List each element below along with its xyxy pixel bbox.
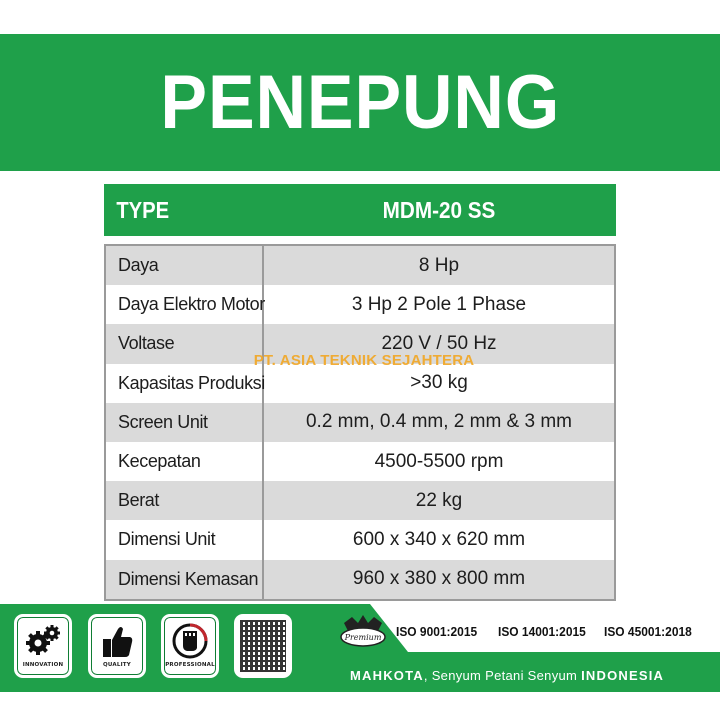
row-label: Dimensi Unit bbox=[106, 520, 264, 559]
professional-badge bbox=[161, 614, 219, 678]
table-row bbox=[106, 442, 614, 481]
badge-label: QUALITY bbox=[103, 662, 131, 668]
title-banner bbox=[0, 34, 720, 171]
qr-code-icon bbox=[234, 614, 292, 678]
row-label: Voltase bbox=[106, 324, 264, 363]
brand-tagline bbox=[350, 668, 718, 683]
innovation-badge bbox=[14, 614, 72, 678]
spec-table bbox=[104, 184, 616, 601]
row-value: 220 V / 50 Hz bbox=[381, 332, 497, 354]
fist-icon bbox=[170, 621, 210, 661]
company-watermark: PT. ASIA TEKNIK SEJAHTERA bbox=[253, 352, 475, 369]
badge-label: INNOVATION bbox=[22, 662, 64, 668]
table-row bbox=[106, 364, 614, 403]
row-label: Dimensi Kemasan bbox=[106, 560, 264, 599]
spec-table-header bbox=[104, 184, 616, 236]
table-row bbox=[106, 246, 614, 285]
premium-seal-icon bbox=[338, 613, 388, 649]
row-value: 960 x 380 x 800 mm bbox=[352, 568, 526, 590]
table-row bbox=[106, 520, 614, 559]
table-row bbox=[106, 481, 614, 520]
row-value: 600 x 340 x 620 mm bbox=[352, 528, 526, 550]
row-label: Screen Unit bbox=[106, 403, 264, 442]
row-value: 3 Hp 2 Pole 1 Phase bbox=[351, 293, 527, 315]
gears-icon bbox=[23, 621, 63, 661]
table-row bbox=[106, 560, 614, 599]
table-row bbox=[106, 285, 614, 324]
table-row bbox=[106, 403, 614, 442]
row-value: 8 Hp bbox=[418, 254, 460, 276]
header-type-label: TYPE bbox=[116, 196, 170, 223]
iso-45001: ISO 45001:2018 bbox=[604, 624, 692, 639]
page-title: PENEPUNG bbox=[160, 60, 560, 145]
badge-label: PROFESSIONAL bbox=[165, 662, 215, 668]
tagline-country: INDONESIA bbox=[581, 668, 665, 683]
row-label: Daya bbox=[106, 246, 264, 285]
row-value: 0.2 mm, 0.4 mm, 2 mm & 3 mm bbox=[305, 411, 573, 433]
header-model-value: MDM-20 SS bbox=[382, 196, 496, 223]
premium-label: Premium bbox=[344, 633, 382, 642]
row-label: Berat bbox=[106, 481, 264, 520]
iso-9001: ISO 9001:2015 bbox=[396, 624, 478, 639]
row-value: >30 kg bbox=[410, 372, 468, 394]
tagline-text: , Senyum Petani Senyum bbox=[423, 668, 582, 683]
row-label: Kapasitas Produksi bbox=[106, 364, 264, 403]
row-value: 4500-5500 rpm bbox=[374, 450, 504, 472]
thumbs-up-icon bbox=[97, 621, 137, 661]
brand-name: MAHKOTA bbox=[350, 668, 424, 683]
row-label: Daya Elektro Motor bbox=[106, 285, 264, 324]
row-label: Kecepatan bbox=[106, 442, 264, 481]
quality-badge bbox=[88, 614, 146, 678]
row-value: 22 kg bbox=[415, 489, 463, 511]
spec-rows bbox=[104, 244, 616, 601]
iso-14001: ISO 14001:2015 bbox=[498, 624, 586, 639]
